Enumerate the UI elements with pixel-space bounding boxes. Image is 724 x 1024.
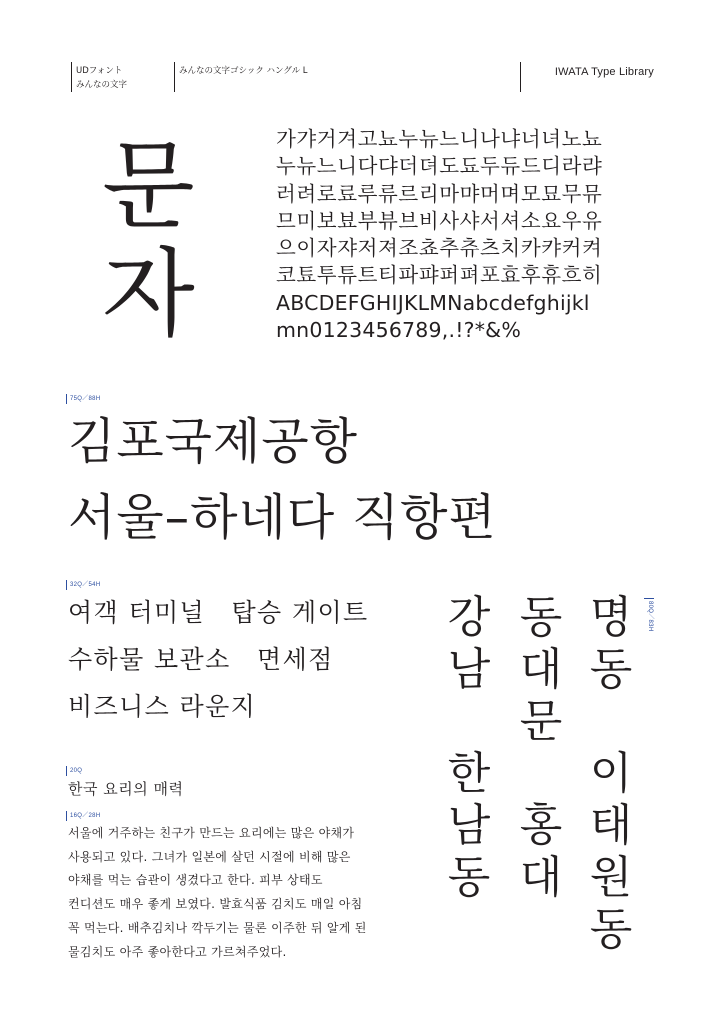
vertical-char: 한: [447, 748, 491, 799]
body-line: 서울에 거주하는 친구가 만드는 요리에는 많은 야채가: [68, 826, 355, 840]
body-paragraph: [68, 822, 367, 964]
header-divider-right: [520, 62, 521, 92]
vertical-char: 남: [447, 800, 491, 851]
vertical-char: 문: [519, 696, 563, 747]
vertical-char: 동: [447, 852, 491, 903]
subhead-line1: 여객 터미널 탑승 게이트: [68, 598, 369, 627]
size-label-75q: 75Q／88H: [66, 394, 100, 404]
vertical-column-mid: [511, 592, 571, 904]
header-font-name: みんなの文字ゴシック ハングル L: [179, 66, 308, 76]
vertical-char: 강: [447, 592, 491, 643]
section-heading: 한국 요리의 매력: [68, 780, 184, 798]
vertical-char: 동: [519, 592, 563, 643]
vertical-char: 원: [589, 852, 633, 903]
vertical-char: 홍: [519, 800, 563, 851]
vertical-char: 명: [589, 592, 633, 643]
body-line: 컨디션도 매우 좋게 보였다. 발효식품 김치도 매일 아침: [68, 897, 363, 912]
glyph-line: 누뉴느니다댜더뎌도됴두듀드디라랴: [276, 154, 603, 179]
size-label-80q-text: 80Q／83H: [647, 601, 653, 632]
header-divider-mid: [174, 62, 175, 92]
size-label-32q: 32Q／54H: [66, 580, 100, 590]
size-label-80q: [644, 598, 654, 653]
header-divider-left: [71, 62, 72, 92]
hero-char-1: 문: [102, 130, 193, 242]
body-line: 야채를 먹는 습관이 생겼다고 한다. 피부 상태도: [68, 873, 323, 888]
vertical-column-right: [581, 592, 641, 956]
vertical-char: 태: [589, 800, 633, 851]
size-label-20q: 20Q: [66, 766, 82, 776]
glyph-line: ABCDEFGHIJKLMNabcdefghijkl: [276, 290, 590, 315]
vertical-column-left: [439, 592, 499, 904]
vertical-char: 남: [447, 644, 491, 695]
subhead-line3: 비즈니스 라운지: [68, 692, 257, 721]
subhead-line2: 수하물 보관소 면세점: [68, 645, 334, 674]
size-label-16q: 16Q／28H: [66, 811, 100, 821]
vertical-char: 이: [589, 748, 633, 799]
vertical-char: 동: [589, 644, 633, 695]
glyph-sample: [276, 126, 602, 344]
vertical-char: 대: [519, 644, 563, 695]
glyph-line: 코툐투튜트티파퍄퍼펴포효후휴흐히: [276, 263, 603, 288]
body-line: 사용되고 있다. 그녀가 일본에 살던 시절에 비해 많은: [68, 849, 351, 864]
glyph-line: 으이자쟈저져조쵸추츄츠치카캬커켜: [276, 236, 603, 261]
vertical-char: 동: [589, 904, 633, 955]
glyph-line: 므미보뵤부뷰브비사샤서셔소요우유: [276, 208, 603, 233]
headline-line2: 서울–하네다 직항편: [68, 489, 497, 546]
headline-line1: 김포국제공항: [68, 413, 359, 470]
header-brand: [76, 64, 127, 92]
glyph-line: mn0123456789,.!?*&%: [276, 318, 522, 343]
glyph-line: 러려로료루류르리마먀머며모묘무뮤: [276, 181, 603, 206]
vertical-char: 대: [519, 852, 563, 903]
body-line: 꼭 먹는다. 배추김치나 깍두기는 물론 이주한 뒤 알게 된: [68, 920, 367, 935]
header-library: IWATA Type Library: [554, 66, 654, 78]
hero-char-2: 자: [102, 238, 193, 350]
glyph-line: 가갸거겨고뇨누뉴느니나냐너녀노뇨: [276, 127, 603, 151]
body-line: 물김치도 아주 좋아한다고 가르쳐주었다.: [68, 944, 287, 959]
header-brand-line1: UDフォント: [76, 66, 123, 76]
header-brand-line2: みんなの文字: [76, 80, 128, 90]
